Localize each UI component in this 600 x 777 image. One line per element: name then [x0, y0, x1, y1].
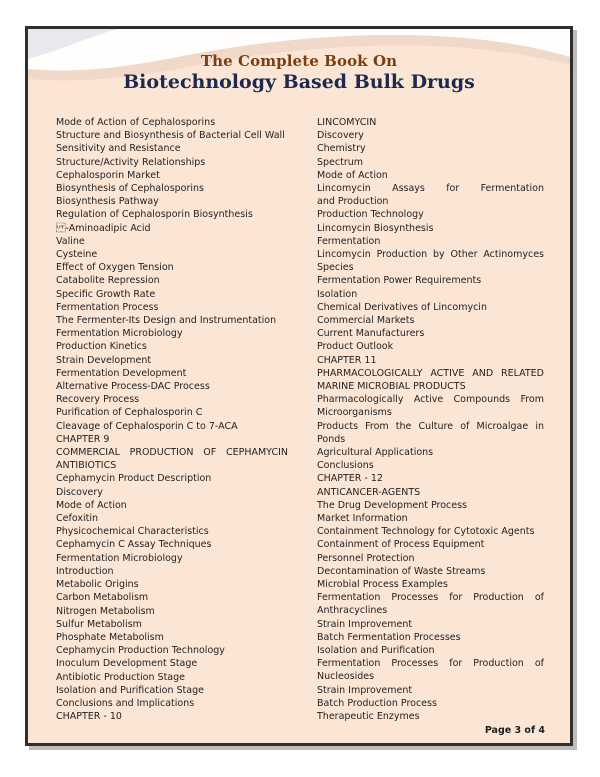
toc-entry: Biosynthesis Pathway: [56, 196, 159, 208]
book-title-line-1: The Complete Book On: [200, 52, 398, 70]
toc-entry: Fermentation Power Requirements: [317, 275, 482, 287]
toc-entry: Batch Production Process: [317, 697, 437, 709]
toc-entry: Batch Fermentation Processes: [317, 631, 461, 643]
toc-right-column: [317, 116, 544, 723]
toc-entry: Fermentation Microbiology: [56, 552, 183, 564]
toc-entry: Fermentation Development: [56, 367, 187, 379]
toc-entry: Ponds: [317, 433, 346, 445]
toc-entry: Carbon Metabolism: [56, 592, 149, 604]
toc-entry: Fermentation Processes for Production of: [317, 658, 544, 670]
toc-entry: -Aminoadipic Acid: [56, 222, 151, 234]
toc-entry: Antibiotic Production Stage: [56, 671, 185, 683]
toc-entry: Strain Improvement: [317, 618, 413, 630]
toc-entry: Microorganisms: [317, 407, 392, 419]
toc-entry: Cephalosporin Market: [56, 169, 160, 181]
toc-entry: Isolation and Purification Stage: [56, 684, 204, 696]
toc-entry: Mode of Action: [56, 499, 127, 511]
toc-entry: Cephamycin Production Technology: [56, 645, 225, 657]
toc-entry: Nucleosides: [317, 671, 375, 683]
toc-entry: Catabolite Repression: [56, 275, 160, 287]
page-frame: [25, 26, 573, 746]
toc-entry: Personnel Protection: [317, 552, 415, 564]
toc-entry: Alternative Process-DAC Process: [56, 381, 210, 393]
toc-entry: The Fermenter-Its Design and Instrumentation: [56, 315, 277, 327]
toc-entry: Effect of Oxygen Tension: [56, 262, 174, 274]
toc-entry: Containment Technology for Cytotoxic Agents: [317, 526, 535, 538]
toc-entry: Product Outlook: [317, 341, 394, 353]
toc-entry: Decontamination of Waste Streams: [317, 565, 486, 577]
toc-entry: Discovery: [56, 486, 103, 498]
toc-entry: MARINE MICROBIAL PRODUCTS: [317, 381, 466, 393]
toc-entry: Introduction: [56, 565, 114, 577]
toc-entry: Production Technology: [317, 209, 424, 221]
toc-entry: Chemical Derivatives of Lincomycin: [317, 301, 487, 313]
toc-entry: Discovery: [317, 130, 364, 142]
toc-entry: Cephamycin C Assay Techniques: [56, 539, 212, 551]
toc-entry: Products From the Culture of Microalgae in: [317, 420, 544, 432]
toc-entry: Chemistry: [317, 143, 366, 155]
toc-entry: Conclusions: [317, 460, 374, 472]
toc-entry: LINCOMYCIN: [317, 117, 377, 128]
toc-entry: CHAPTER 11: [317, 354, 377, 366]
toc-entry: Spectrum: [317, 156, 364, 168]
toc-entry: Conclusions and Implications: [56, 697, 195, 709]
toc-entry: Cysteine: [56, 249, 98, 261]
toc-entry: Recovery Process: [56, 394, 140, 406]
toc-entry: Biosynthesis of Cephalosporins: [56, 183, 204, 195]
toc-entry: Sensitivity and Resistance: [56, 143, 181, 155]
toc-entry: Commercial Markets: [317, 315, 415, 327]
toc-entry: Mode of Action: [317, 169, 388, 181]
toc-entry: Strain Development: [56, 354, 152, 366]
toc-entry: Production Kinetics: [56, 341, 147, 353]
toc-entry: Isolation and Purification: [317, 645, 435, 657]
toc-entry: Market Information: [317, 513, 408, 525]
toc-entry: Nitrogen Metabolism: [56, 605, 155, 617]
toc-entry: Strain Improvement: [317, 684, 413, 696]
toc-entry: ANTIBIOTICS: [56, 460, 117, 472]
toc-entry: Lincomycin Biosynthesis: [317, 222, 434, 234]
toc-entry: Cephamycin Product Description: [56, 473, 212, 485]
toc-entry: Regulation of Cephalosporin Biosynthesis: [56, 209, 253, 221]
toc-entry: Containment of Process Equipment: [317, 539, 485, 551]
toc-entry: Cleavage of Cephalosporin C to 7-ACA: [56, 420, 238, 432]
toc-entry: CHAPTER - 12: [317, 473, 383, 485]
toc-entry: Cefoxitin: [56, 513, 98, 525]
toc-entry: Microbial Process Examples: [317, 579, 448, 591]
toc-entry: CHAPTER 9: [56, 433, 110, 445]
toc-entry: Isolation: [317, 288, 358, 300]
toc-entry: Purification of Cephalosporin C: [56, 407, 203, 419]
toc-entry: Fermentation Microbiology: [56, 328, 183, 340]
toc-entry: The Drug Development Process: [317, 499, 467, 511]
toc-entry: CHAPTER - 10: [56, 711, 122, 723]
toc-entry: Fermentation Process: [56, 301, 159, 313]
toc-entry: Physicochemical Characteristics: [56, 526, 209, 538]
toc-entry: Structure and Biosynthesis of Bacterial Cell Wall: [56, 130, 285, 142]
toc-entry: Pharmacologically Active Compounds From: [317, 394, 544, 406]
toc-entry: Lincomycin Assays for Fermentation: [317, 183, 544, 195]
toc-entry: Valine: [56, 235, 85, 247]
toc-entry: Structure/Activity Relationships: [56, 156, 206, 168]
toc-entry: COMMERCIAL PRODUCTION OF CEPHAMYCIN: [56, 447, 288, 459]
toc-entry: Phosphate Metabolism: [56, 631, 164, 643]
toc-entry: Lincomycin Production by Other Actinomyces: [317, 249, 544, 261]
toc-entry: Species: [317, 262, 354, 274]
toc-entry: Sulfur Metabolism: [56, 618, 142, 630]
book-title-line-2: Biotechnology Based Bulk Drugs: [123, 71, 475, 93]
toc-left-column: [56, 116, 288, 723]
toc-entry: Current Manufacturers: [317, 328, 425, 340]
toc-entry: Fermentation Processes for Production of: [317, 592, 544, 604]
toc-entry: Fermentation: [317, 235, 381, 247]
toc-entry: Mode of Action of Cephalosporins: [56, 117, 216, 128]
toc-entry: and Production: [317, 196, 389, 208]
toc-entry: Anthracyclines: [317, 605, 388, 617]
toc-entry: Specific Growth Rate: [56, 288, 156, 300]
toc-entry: Agricultural Applications: [317, 447, 434, 458]
page-number: Page 3 of 4: [484, 725, 545, 736]
toc-entry: PHARMACOLOGICALLY ACTIVE AND RELATED: [317, 367, 544, 379]
toc-entry: ANTICANCER-AGENTS: [317, 486, 421, 498]
toc-entry: Inoculum Development Stage: [56, 658, 198, 670]
toc-entry: Metabolic Origins: [56, 579, 139, 591]
toc-entry: Therapeutic Enzymes: [317, 711, 420, 723]
